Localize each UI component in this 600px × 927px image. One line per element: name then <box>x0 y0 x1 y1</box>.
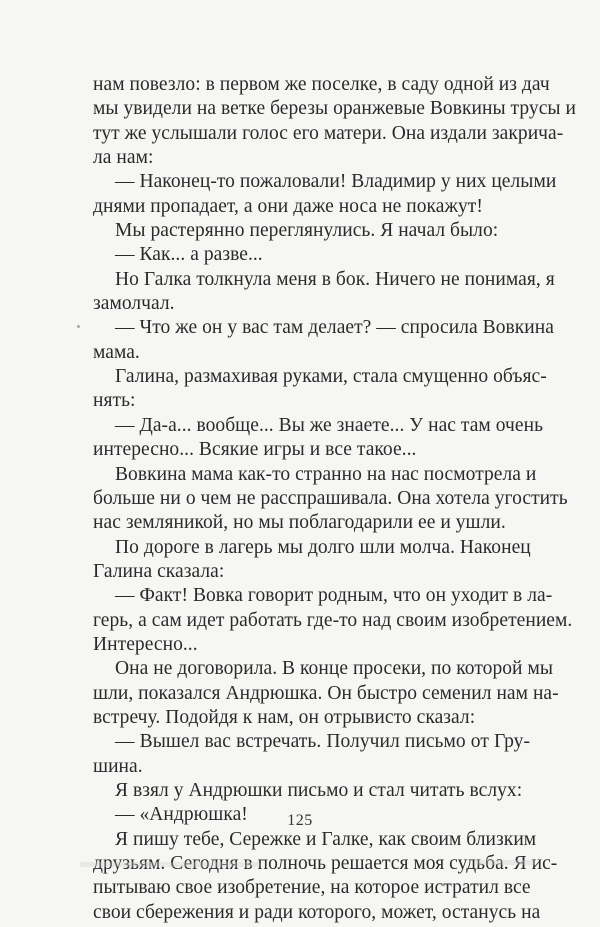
text-line: интересно... Всякие игры и все такое... <box>93 439 417 461</box>
text-line: Галина сказала: <box>93 560 225 582</box>
text-line: нам повезло: в первом же поселке, в саду одной из дач <box>93 74 550 95</box>
text-line: нас земляникой, но мы поблагодарили ее и ушли. <box>93 512 506 534</box>
text-line: Я пишу тебе, Сережке и Галке, как своим близким <box>115 828 537 850</box>
print-speck <box>77 325 80 328</box>
scan-smudge <box>475 860 535 865</box>
text-line: Она не договорила. В конце просеки, по которой мы <box>115 658 553 680</box>
text-line: шли, показался Андрюшка. Он быстро семенил нам на- <box>93 682 559 704</box>
text-line: ла нам: <box>93 147 154 169</box>
page-text <box>93 73 576 925</box>
text-line: Мы растерянно переглянулись. Я начал было: <box>115 220 499 242</box>
text-line: — «Андрюшка! <box>115 804 248 826</box>
text-line: шина. <box>93 755 143 777</box>
text-line: — Да-а... вообще... Вы же знаете... У нас там очень <box>115 414 544 436</box>
text-line: днями пропадает, а они даже носа не покажут! <box>93 195 483 217</box>
text-line: — Что же он у вас там делает? — спросила Вовкина <box>115 317 554 339</box>
text-line: тут же услышали голос его матери. Она издали закрича- <box>93 122 564 144</box>
text-line: мама. <box>93 341 140 363</box>
text-line: нять: <box>93 390 136 412</box>
text-line: мы увидели на ветке березы оранжевые Вовкины трусы и <box>93 98 576 120</box>
text-line: пытываю свое изобретение, на которое истратил все <box>93 877 531 899</box>
page-number: 125 <box>287 812 313 829</box>
text-line: — Как... а разве... <box>115 244 263 266</box>
text-line: По дороге в лагерь мы долго шли молча. Наконец <box>115 536 531 558</box>
text-line: — Вышел вас встречать. Получил письмо от Гру- <box>115 731 530 753</box>
scan-smudge <box>80 862 260 867</box>
text-line: — Факт! Вовка говорит родным, что он уходит в ла- <box>115 585 553 607</box>
text-line: друзьям. Сегодня в полночь решается моя судьба. Я ис- <box>93 853 558 874</box>
text-line: Я взял у Андрюшки письмо и стал читать вслух: <box>115 779 523 801</box>
text-line: Галина, размахивая руками, стала смущенно объяс- <box>115 366 547 388</box>
text-line: Но Галка толкнула меня в бок. Ничего не понимая, я <box>115 268 555 290</box>
text-line: герь, а сам идет работать где-то над своим изобретением. <box>93 609 573 631</box>
text-line: Вовкина мама как-то странно на нас посмотрела и <box>115 463 537 485</box>
text-line: свои сбережения и ради которого, может, останусь на <box>93 901 541 923</box>
text-line: замолчал. <box>93 293 175 315</box>
text-line: встречу. Подойдя к нам, он отрывисто сказал: <box>93 706 476 728</box>
text-line: — Наконец-то пожаловали! Владимир у них целыми <box>115 171 557 193</box>
text-line: Интересно... <box>93 633 198 655</box>
text-line: больше ни о чем не расспрашивала. Она хотела угостить <box>93 487 568 509</box>
